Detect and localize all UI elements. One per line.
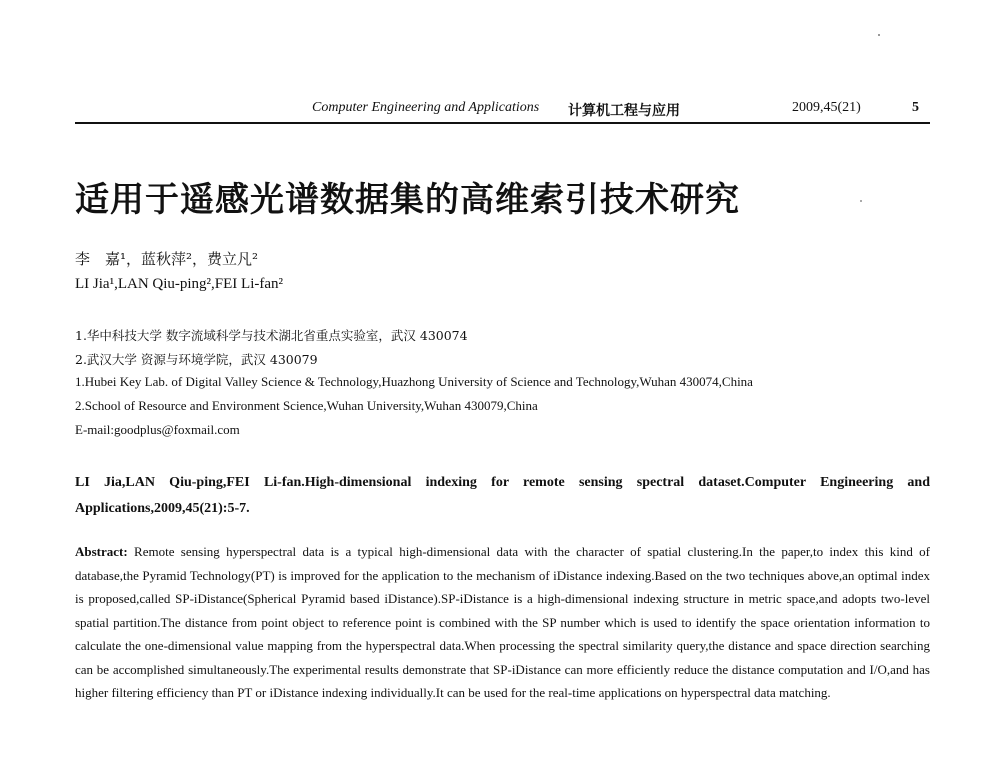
affiliation-2-en: 2.School of Resource and Environment Science,Wuhan University,Wuhan 430079,China (75, 398, 538, 413)
journal-name: Computer Engineering and Applications (312, 100, 540, 115)
journal-name-cn: 计算机工程与应用 (568, 103, 680, 119)
authors-en: LI Jia¹,LAN Qiu-ping²,FEI Li-fan² (75, 276, 284, 292)
paper-title: 适用于遥感光谱数据集的高维索引技术研究 (75, 180, 740, 220)
page-number: 5 (912, 100, 919, 115)
year-volume: 2009,45(21) (792, 100, 861, 115)
header-rule (75, 122, 930, 124)
scan-speck (878, 34, 880, 36)
authors-cn: 李 嘉¹，蓝秋萍²，费立凡² (75, 250, 259, 268)
scan-speck (860, 200, 862, 202)
affiliation-1-cn: 1.华中科技大学 数字流域科学与技术湖北省重点实验室，武汉 430074 (75, 328, 468, 343)
abstract-text: Remote sensing hyperspectral data is a typical high-dimensional data with the character of spatial clustering.In the paper,to index this kind of database,the Pyramid Technology(PT) is improved for the application to the mechanism of iDistance indexing.Based on the two techniques above,an optimal index is proposed,called SP-iDistance(Spherical Pyramid based iDistance).SP-iDistance is a high-dimensional indexing structure in metric space,and adopts two-level spatial partition.The distance from point object to reference point is combined with the SP number which is used to identify the space orientation information to calculate the one-dimensional value mapping from the hyperspectral data.When processing the spectral similarity query,the distance and space direction searching can be accomplished simultaneously.The experimental results demonstrate that SP-iDistance can more efficiently reduce the distance computation and I/O,and has higher filtering efficiency than PT or iDistance indexing individually.It can be used for the real-time applications on hyperspectral data matching. (75, 544, 931, 700)
abstract-label: Abstract: (75, 544, 128, 559)
affiliation-1-en: 1.Hubei Key Lab. of Digital Valley Science & Technology,Huazhong University of Science and Technology,Wuhan 430074,China (75, 374, 753, 389)
author-email: E-mail:goodplus@foxmail.com (75, 422, 240, 437)
affiliation-2-cn: 2.武汉大学 资源与环境学院，武汉 430079 (75, 352, 318, 367)
abstract (75, 540, 930, 705)
citation: LI Jia,LAN Qiu-ping,FEI Li-fan.High-dimensional indexing for remote sensing spectral dataset.Computer Engineering and Applications,2009,45(21):5-7. (75, 475, 930, 516)
